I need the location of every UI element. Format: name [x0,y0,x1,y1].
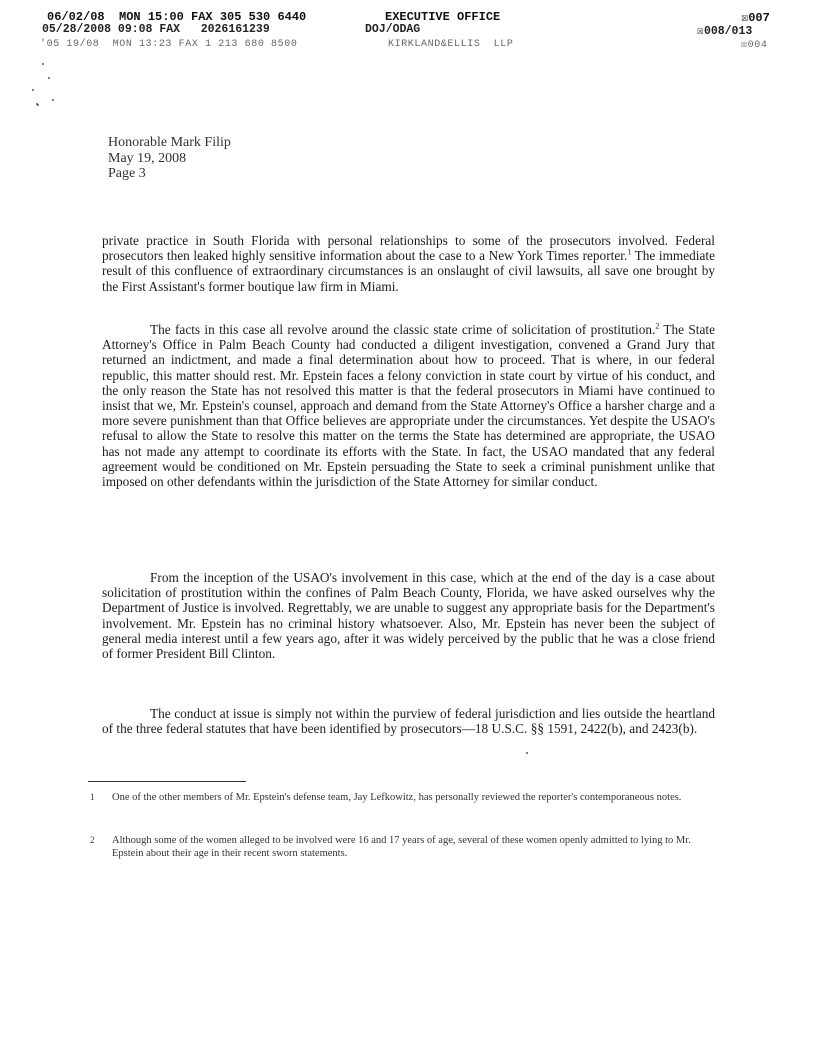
paragraph-3: From the inception of the USAO's involvement in this case, which at the end of the day is a case about solicitation of prostitution within the confines of Palm Beach County, Florida, we have asked ourselves why the Department of Justice is involved. Regrettably, we are unable to suggest any appropriate basis for the Department's involvement. Mr. Epstein has no criminal history whatsoever. Also, Mr. Epstein has never been the subject of general media interest until a few years ago, after it was widely perceived by the public that he was a close friend of former President Bill Clinton. [102,570,715,662]
footnote-number: 1 [90,792,95,802]
fax-line-3-left: '05 19/08 MON 13:23 FAX 1 213 680 8500 [40,39,298,50]
letter-date: May 19, 2008 [108,150,187,166]
footnote-separator [88,781,246,782]
fax-line-2-right: ☒008/013 [697,25,753,38]
paragraph-4: The conduct at issue is simply not within the purview of federal jurisdiction and lies outside the heartland of the three federal statutes that have been identified by prosecutors—18 U.S.C. §§ 1591, 2422(b), and 2423(b). [102,706,715,737]
footnote-text: One of the other members of Mr. Epstein's defense team, Jay Lefkowitz, has personally reviewed the reporter's contemporaneous notes. [112,792,682,803]
fax-line-1-center: EXECUTIVE OFFICE [385,10,501,24]
fax-line-1-right: ☒007 [741,11,770,25]
fax-page-icon: ☒ [697,25,704,38]
scan-speck [526,752,528,754]
footnote-ref-2: 2 [655,321,660,331]
scan-specks [28,55,88,115]
fax-line-3-center: KIRKLAND&ELLIS LLP [388,39,514,50]
footnote-ref-1: 1 [627,247,632,257]
addressee-name: Honorable Mark Filip [108,135,231,150]
page-number: Page 3 [108,166,146,181]
paragraph-1: private practice in South Florida with personal relationships to some of the prosecutors involved. Federal prosecutors then leaked highly sensitive information about the case to a New York Times reporter.$^1$ The immediate result of this confluence of extraordinary circumstances is an onslaught of civil lawsuits, all save one brought by the First Assistant's former boutique law firm in Miami. [102,233,715,294]
letter-addressee-block [108,135,231,182]
fax-header-line-3 [0,39,816,83]
fax-line-2-center: DOJ/ODAG [365,23,421,36]
paragraph-2: The facts in this case all revolve around the classic state crime of solicitation of prostitution.$^2$ The State Attorney's Office in Palm Beach County had conducted a diligent investigation, convened a Grand Jury that returned an indictment, and made a final determination about how to proceed. That is where, in our federal republic, this matter should rest. Mr. Epstein faces a felony conviction in state court by virtue of his conduct, and the only reason the State has not resolved this matter is that the federal prosecutors in Miami have continued to insist that we, Mr. Epstein's counsel, approach and demand from the State Attorney's Office a harsher charge and a more severe punishment than that Office believes are appropriate under the circumstances. Yet despite the USAO's refusal to allow the State to resolve this matter on the terms the State has determined are appropriate, the USAO has not made any attempt to coordinate its efforts with the State. In fact, the USAO mandated that any federal agreement would be conditioned on Mr. Epstein persuading the State to seek a criminal punishment unlike that imposed on other defendants within the jurisdiction of the State Attorney for similar conduct. [102,321,715,490]
scan-speck [37,104,39,106]
footnote-text: Although some of the women alleged to be involved were 16 and 17 years of age, several of these women openly admitted to lying to Mr. Epstein about their age in their recent sworn statements. [112,835,691,859]
fax-line-2-left: 05/28/2008 09:08 FAX 2026161239 [42,23,270,36]
fax-page-icon: ☒ [741,11,749,25]
fax-page-icon: ☒ [741,40,748,51]
fax-line-1-left: 06/02/08 MON 15:00 FAX 305 530 6440 [47,10,307,24]
footnote-number: 2 [90,835,95,845]
fax-line-3-right: ☒004 [741,40,768,51]
